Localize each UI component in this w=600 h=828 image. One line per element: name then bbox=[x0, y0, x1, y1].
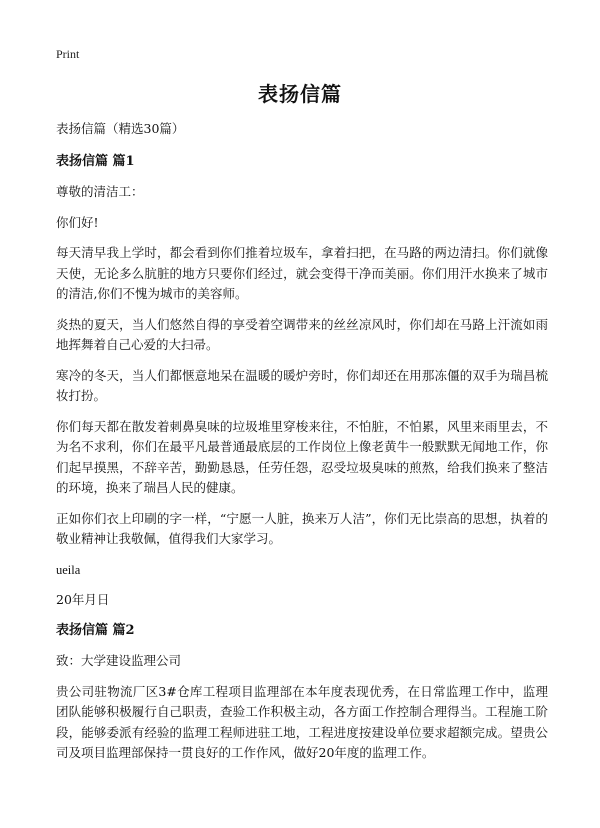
section1-paragraph: 炎热的夏天，当人们悠然自得的享受着空调带来的丝丝凉风时，你们却在马路上汗流如雨地挥舞着自己心爱的大扫帚。 bbox=[56, 316, 548, 352]
section1-hello: 你们好! bbox=[56, 214, 99, 230]
section2-recipient: 致：大学建设监理公司 bbox=[56, 653, 182, 668]
document-title: 表扬信篇 bbox=[258, 82, 342, 106]
document-body bbox=[56, 119, 548, 774]
section2-heading: 表扬信篇 篇2 bbox=[56, 622, 135, 638]
section1-paragraph: 正如你们衣上印刷的字一样，“宁愿一人脏，换来万人洁”，你们无比崇高的思想，执着的敬业精神让我敬佩，值得我们大家学习。 bbox=[56, 510, 548, 546]
document-subtitle: 表扬信篇（精选30篇） bbox=[56, 121, 185, 136]
section1-paragraph: 你们每天都在散发着刺鼻臭味的垃圾堆里穿梭来往，不怕脏，不怕累，风里来雨里去，不为名不求利，你们在最平凡最普通最底层的工作岗位上像老黄牛一般默默无闻地工作，你们起早摸黑，不辞辛苦，勤勤恳恳，任劳任怨，忍受垃圾臭味的煎熬，给我们换来了整洁的环境，换来了瑞昌人民的健康。 bbox=[56, 418, 548, 495]
print-label: Print bbox=[56, 47, 80, 61]
section1-paragraph: 每天清早我上学时，都会看到你们推着垃圾车，拿着扫把，在马路的两边清扫。你们就像天使，无论多么肮脏的地方只要你们经过，就会变得干净而美丽。你们用汗水换来了城市的清洁,你们不愧为城市的美容师。 bbox=[56, 245, 548, 301]
section1-greeting: 尊敬的清洁工： bbox=[56, 184, 144, 199]
section1-date: 20年月日 bbox=[56, 592, 110, 607]
section1-paragraph: 寒冷的冬天，当人们都惬意地呆在温暖的暖炉旁时，你们却还在用那冻僵的双手为瑞昌梳妆打扮。 bbox=[56, 367, 548, 403]
section1-signature: ueila bbox=[56, 562, 81, 577]
section1-heading: 表扬信篇 篇1 bbox=[56, 153, 135, 169]
section2-paragraph: 贵公司驻物流厂区3#仓库工程项目监理部在本年度表现优秀，在日常监理工作中，监理团队能够积极履行自己职责，查验工作积极主动，各方面工作控制合理得当。工程施工阶段，能够委派有经验的监理工程师进驻工地，工程进度按建设单位要求超额完成。望贵公司及项目监理部保持一贯良好的工作作风，做好20年度的监理工作。 bbox=[56, 683, 548, 760]
